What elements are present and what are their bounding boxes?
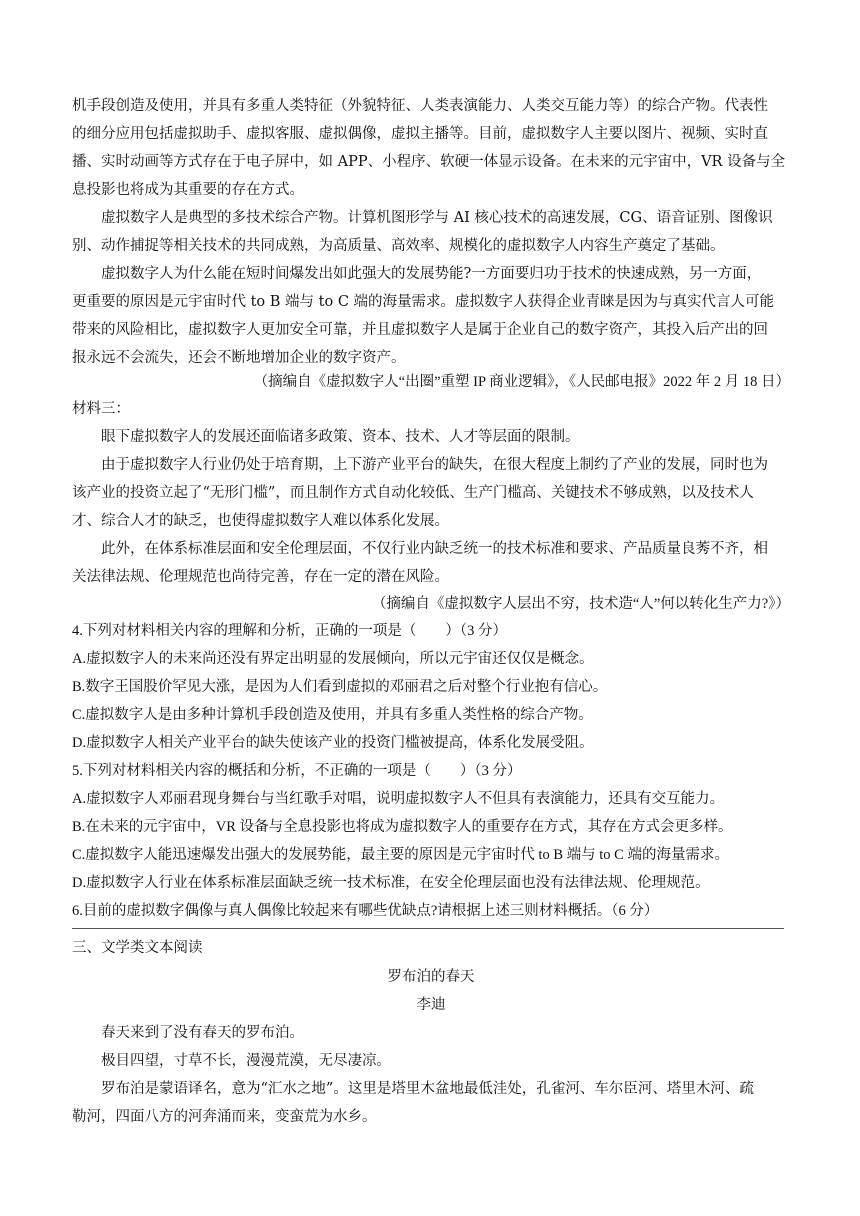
paragraph-line: 虚拟数字人为什么能在短时间爆发出如此强大的发展势能?一方面要归功于技术的快速成熟，另一方面， bbox=[101, 266, 762, 282]
material3-source: （摘编自《虚拟数字人层出不穷，技术造“人”何以转化生产力?》） bbox=[371, 596, 790, 612]
section-heading: 三、文学类文本阅读 bbox=[72, 940, 203, 956]
paragraph-line: 息投影也将成为其重要的存在方式。 bbox=[72, 182, 304, 198]
question-4-option-a: A.虚拟数字人的未来尚还没有界定出明显的发展倾向，所以元宇宙还仅仅是概念。 bbox=[72, 651, 594, 667]
paragraph-line: 由于虚拟数字人行业仍处于培育期，上下游产业平台的缺失，在很大程度上制约了产业的发展，同时也为 bbox=[101, 457, 768, 473]
paragraph-line: 虚拟数字人是典型的多技术综合产物。计算机图形学与 AI 核心技术的高速发展，CG、语音证别、图像识 bbox=[101, 210, 773, 226]
section-divider bbox=[72, 928, 784, 929]
paragraph-line: 的细分应用包括虚拟助手、虚拟客服、虚拟偶像，虚拟主播等。目前，虚拟数字人主要以图片、视频、实时直 bbox=[72, 126, 768, 142]
question-4-option-d: D.虚拟数字人相关产业平台的缺失使该产业的投资门槛被提高，体系化发展受阻。 bbox=[72, 735, 594, 751]
paragraph-line: 别、动作捕捉等相关技术的共同成熟，为高质量、高效率、规模化的虚拟数字人内容生产奠定了基础。 bbox=[72, 238, 725, 254]
paragraph-line: 此外，在体系标准层面和安全伦理层面，不仅行业内缺乏统一的技术标准和要求、产品质量良莠不齐，相 bbox=[101, 541, 768, 557]
paragraph-line: 关法律法规、伦理规范也尚待完善，存在一定的潜在风险。 bbox=[72, 569, 449, 585]
paragraph-line: 更重要的原因是元宇宙时代 to B 端与 to C 端的海量需求。虚拟数字人获得企业青睐是因为与真实代言人可能 bbox=[72, 294, 775, 310]
question-5-option-d: D.虚拟数字人行业在体系标准层面缺乏统一技术标准，在安全伦理层面也没有法律法规、伦理规范。 bbox=[72, 875, 710, 891]
question-4-option-b: B.数字王国股价罕见大涨，是因为人们看到虚拟的邓丽君之后对整个行业抱有信心。 bbox=[72, 679, 608, 695]
paragraph-line: 才、综合人才的缺乏，也使得虚拟数字人难以体系化发展。 bbox=[72, 513, 449, 529]
question-5-option-a: A.虚拟数字人邓丽君现身舞台与当红歌手对唱，说明虚拟数字人不但具有表演能力，还具有交互能力。 bbox=[72, 791, 725, 807]
paragraph-line: 带来的风险相比，虚拟数字人更加安全可靠，并且虚拟数字人是属于企业自己的数字资产，其投入后产出的回 bbox=[72, 322, 768, 338]
paragraph-line: 罗布泊是蒙语译名，意为“汇水之地”。这里是塔里木盆地最低洼处，孔雀河、车尔臣河、塔里木河、疏 bbox=[101, 1081, 754, 1097]
question-5-stem: 5.下列对材料相关内容的概括和分析，不正确的一项是（ ）（3 分） bbox=[72, 763, 522, 779]
paragraph-line: 春天来到了没有春天的罗布泊。 bbox=[101, 1025, 304, 1041]
question-4-stem: 4.下列对材料相关内容的理解和分析，正确的一项是（ ）（3 分） bbox=[72, 623, 507, 639]
article-title: 罗布泊的春天 bbox=[387, 969, 475, 985]
paragraph-line: 极目四望，寸草不长，漫漫荒漠，无尽凄凉。 bbox=[101, 1053, 391, 1069]
paragraph-line: 勒河，四面八方的河奔涌而来，变蛮荒为水乡。 bbox=[72, 1109, 377, 1125]
paragraph-line: 眼下虚拟数字人的发展还面临诸多政策、资本、技术、人才等层面的限制。 bbox=[101, 429, 580, 445]
question-5-option-b: B.在未来的元宇宙中，VR 设备与全息投影也将成为虚拟数字人的重要存在方式，其存在方式会更多样。 bbox=[72, 819, 733, 835]
paragraph-line: 报永远不会流失，还会不断地增加企业的数字资产。 bbox=[72, 350, 406, 366]
article-author: 李迪 bbox=[416, 997, 446, 1013]
material2-source: （摘编自《虚拟数字人“出圈”重塑 IP 商业逻辑》，《人民邮电报》2022 年 2 月 18 日） bbox=[253, 374, 790, 390]
paragraph-line: 播、实时动画等方式存在于电子屏中，如 APP、小程序、软硬一体显示设备。在未来的元宇宙中，VR 设备与全 bbox=[72, 154, 786, 170]
question-5-option-c: C.虚拟数字人能迅速爆发出强大的发展势能，最主要的原因是元宇宙时代 to B 端与 to C 端的海量需求。 bbox=[72, 847, 729, 863]
material3-label: 材料三： bbox=[72, 401, 130, 417]
question-6-stem: 6.目前的虚拟数字偶像与真人偶像比较起来有哪些优缺点?请根据上述三则材料概括。（6 分） bbox=[72, 903, 659, 919]
paragraph-line: 该产业的投资立起了“无形门槛”，而且制作方式自动化较低、生产门槛高、关键技术不够成熟，以及技术人 bbox=[72, 485, 754, 501]
paragraph-line: 机手段创造及使用，并具有多重人类特征（外貌特征、人类表演能力、人类交互能力等）的综合产物。代表性 bbox=[72, 98, 768, 114]
question-4-option-c: C.虚拟数字人是由多种计算机手段创造及使用，并具有多重人类性格的综合产物。 bbox=[72, 707, 593, 723]
